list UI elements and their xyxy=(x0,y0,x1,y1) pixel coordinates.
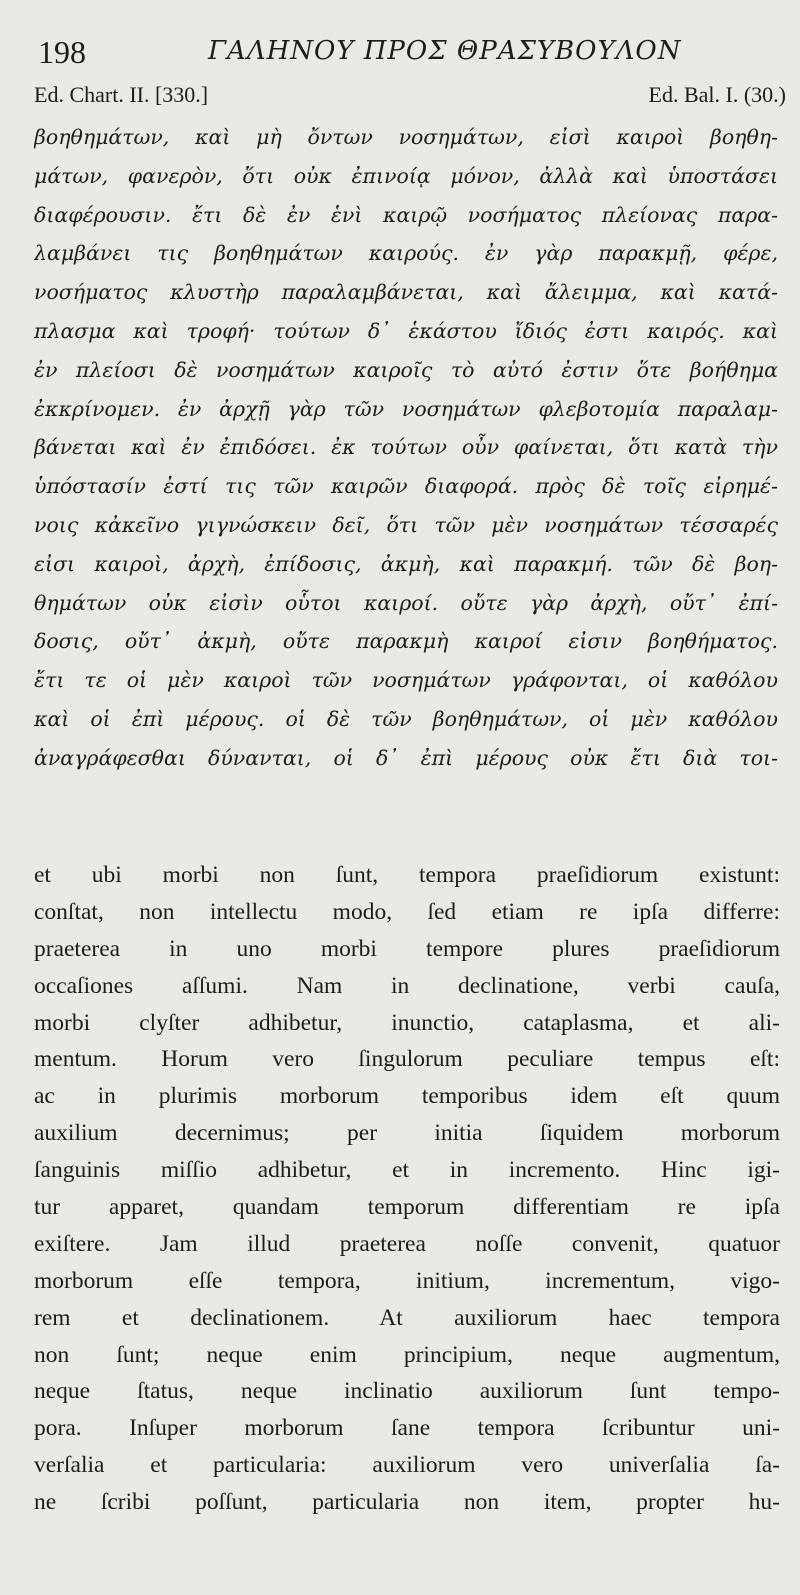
running-title: ΓΑΛΗΝΟΥ ΠΡΟΣ ΘΡΑΣΥΒΟΥΛΟΝ xyxy=(208,36,682,66)
greek-text-line: βοηθημάτων, καὶ μὴ ὄντων νοσημάτων, εἰσὶ καιροὶ βοηθη- xyxy=(34,125,778,149)
latin-text-line: rem et declinationem. At auxiliorum haec tempora xyxy=(34,1304,780,1331)
greek-text-line: βάνεται καὶ ἐν ἐπιδόσει. ἐκ τούτων οὖν φαίνεται, ὅτι κατὰ τὴν xyxy=(34,435,778,460)
latin-text-line: exiſtere. Jam illud praeterea noſſe convenit, quatuor xyxy=(34,1230,780,1257)
latin-text-line: mentum. Horum vero ſingulorum peculiare tempus eſt: xyxy=(34,1046,780,1073)
latin-text-line: occaſiones aſſumi. Nam in declinatione, verbi cauſa, xyxy=(34,972,780,999)
edition-reference-basel: Ed. Bal. I. (30.) xyxy=(648,82,786,107)
greek-text-line: ἐν πλείοσι δὲ νοσημάτων καιροῖς τὸ αὐτό ἐστιν ὅτε βοήθημα xyxy=(34,357,778,382)
latin-text-block xyxy=(34,857,780,1521)
greek-text-line: ἔτι τε οἱ μὲν καιροὶ τῶν νοσημάτων γράφονται, οἱ καθόλου xyxy=(34,668,778,693)
latin-text-line: non ſunt; neque enim principium, neque augmentum, xyxy=(34,1341,780,1368)
greek-text-line: πλασμα καὶ τροφή· τούτων δ᾽ ἑκάστου ἴδιός ἐστι καιρός. καὶ xyxy=(34,318,778,343)
greek-text-line: εἰσι καιροὶ, ἀρχὴ, ἐπίδοσις, ἀκμὴ, καὶ παρακμή. τῶν δὲ βοη- xyxy=(34,551,778,576)
edition-reference-line xyxy=(34,82,786,110)
greek-text-line: ἐκκρίνομεν. ἐν ἀρχῇ γὰρ τῶν νοσημάτων φλεβοτομία παραλαμ- xyxy=(34,396,778,421)
latin-text-line: praeterea in uno morbi tempore plures praeſidiorum xyxy=(34,935,780,962)
latin-text-line: morborum eſſe tempora, initium, incrementum, vigo- xyxy=(34,1267,780,1294)
page-header xyxy=(38,28,778,72)
greek-text-block xyxy=(34,118,778,778)
latin-text-line: neque ſtatus, neque inclinatio auxiliorum ſunt tempo- xyxy=(34,1378,780,1405)
greek-text-line: ἀναγράφεσθαι δύνανται, οἱ δ᾽ ἐπὶ μέρους οὐκ ἔτι διὰ τοι- xyxy=(34,745,778,770)
greek-text-line: νοις κἀκεῖνο γιγνώσκειν δεῖ, ὅτι τῶν μὲν νοσημάτων τέσσαρές xyxy=(34,512,778,537)
latin-text-line: ne ſcribi poſſunt, particularia non item, propter hu- xyxy=(34,1489,780,1516)
latin-text-line: tur apparet, quandam temporum differentiam re ipſa xyxy=(34,1194,780,1221)
latin-text-line: pora. Inſuper morborum ſane tempora ſcribuntur uni- xyxy=(34,1415,780,1442)
page-number: 198 xyxy=(38,34,86,70)
latin-text-line: verſalia et particularia: auxiliorum vero univerſalia ſa- xyxy=(34,1452,780,1479)
latin-text-line: conſtat, non intellectu modo, ſed etiam re ipſa differre: xyxy=(34,898,780,925)
edition-reference-chartier: Ed. Chart. II. [330.] xyxy=(34,82,209,107)
greek-text-line: λαμβάνει τις βοηθημάτων καιρούς. ἐν γὰρ παρακμῇ, φέρε, xyxy=(34,241,778,266)
greek-text-line: μάτων, φανερὸν, ὅτι οὐκ ἐπινοίᾳ μόνον, ἀλλὰ καὶ ὑποστάσει xyxy=(34,163,778,188)
greek-text-line: διαφέρουσιν. ἔτι δὲ ἐν ἑνὶ καιρῷ νοσήματος πλείονας παρα- xyxy=(34,202,778,227)
latin-text-line: auxilium decernimus; per initia ſiquidem morborum xyxy=(34,1120,780,1147)
greek-text-line: θημάτων οὐκ εἰσὶν οὗτοι καιροί. οὔτε γὰρ ἀρχὴ, οὔτ᾽ ἐπί- xyxy=(34,590,778,615)
greek-text-line: δοσις, οὔτ᾽ ἀκμὴ, οὔτε παρακμὴ καιροί εἰσιν βοηθήματος. xyxy=(34,629,778,654)
greek-text-line: καὶ οἱ ἐπὶ μέρους. οἱ δὲ τῶν βοηθημάτων, οἱ μὲν καθόλου xyxy=(34,706,778,731)
greek-text-line: ὑπόστασίν ἐστί τις τῶν καιρῶν διαφορά. πρὸς δὲ τοῖς εἰρημέ- xyxy=(34,474,778,499)
latin-text-line: morbi clyſter adhibetur, inunctio, cataplasma, et ali- xyxy=(34,1009,780,1036)
latin-text-line: et ubi morbi non ſunt, tempora praeſidiorum existunt: xyxy=(34,862,780,888)
latin-text-line: ſanguinis miſſio adhibetur, et in incremento. Hinc igi- xyxy=(34,1157,780,1184)
greek-text-line: νοσήματος κλυστὴρ παραλαμβάνεται, καὶ ἄλειμμα, καὶ κατά- xyxy=(34,280,778,305)
latin-text-line: ac in plurimis morborum temporibus idem eſt quum xyxy=(34,1083,780,1110)
